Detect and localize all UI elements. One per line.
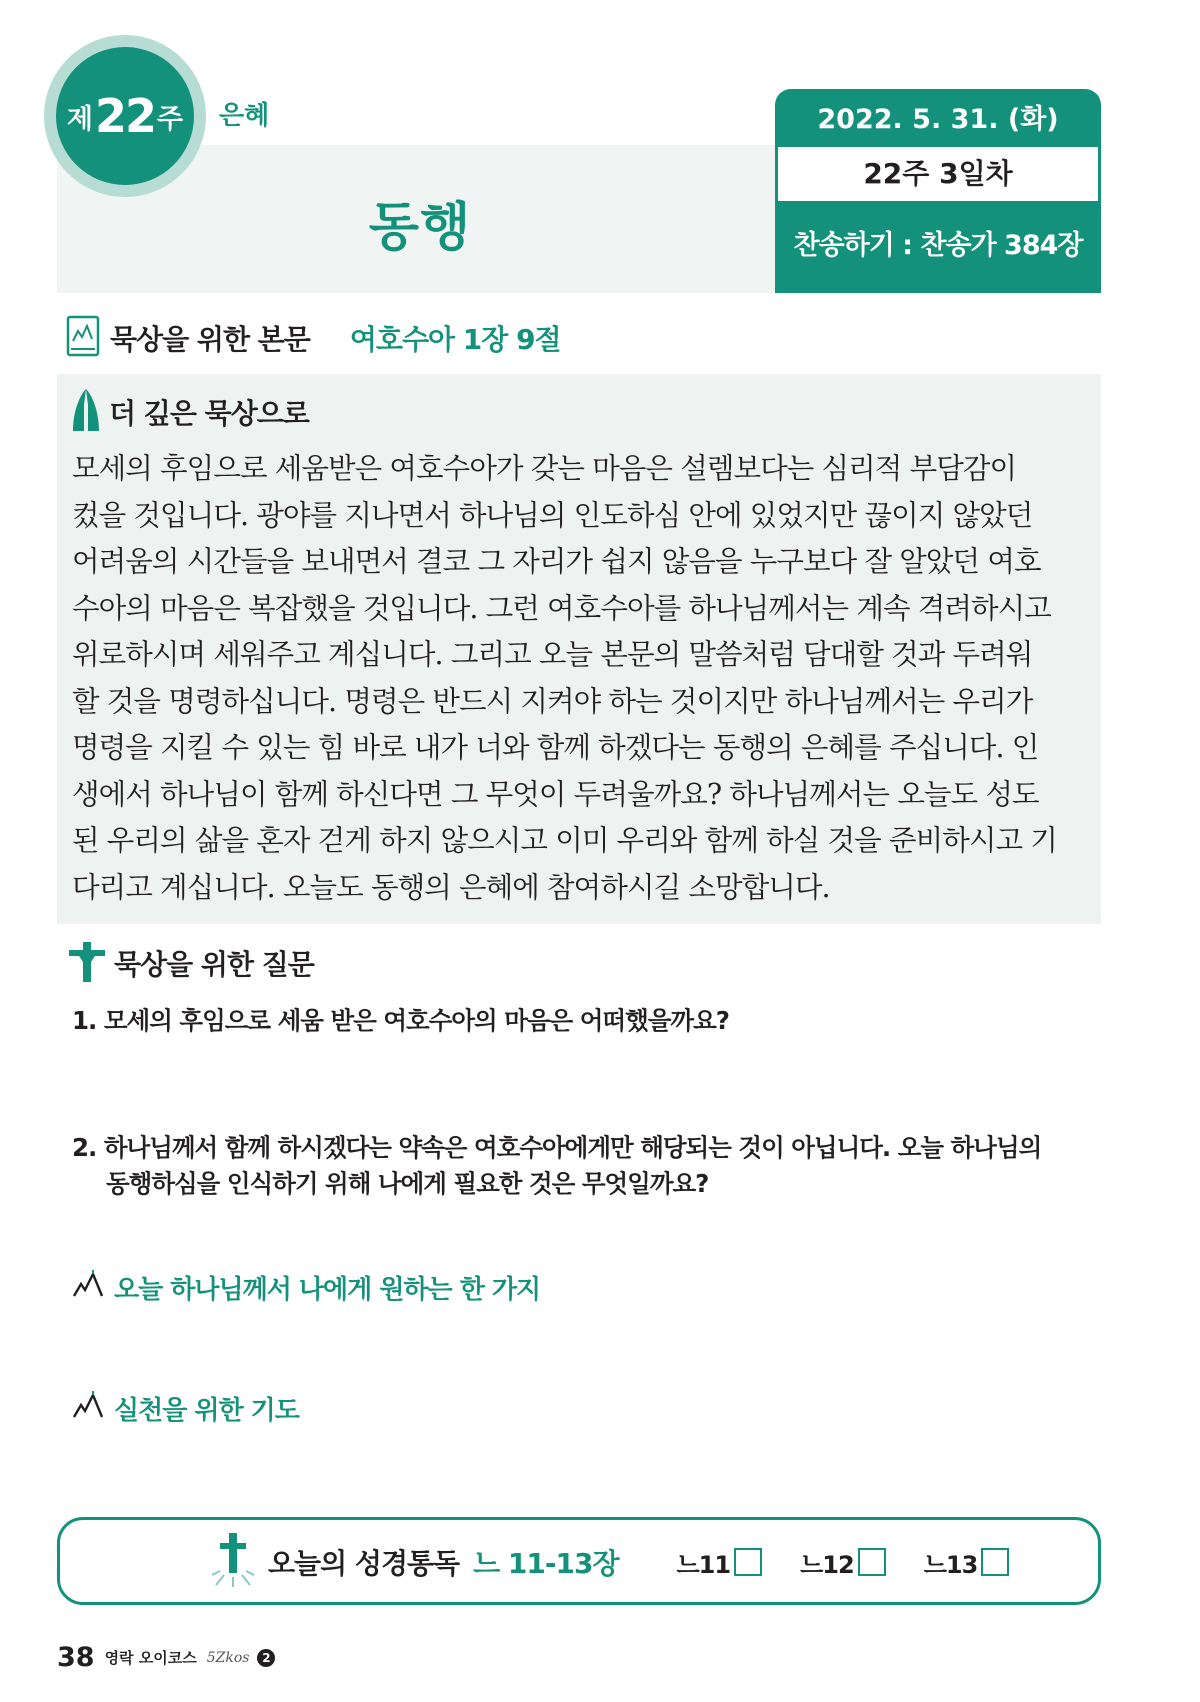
brand-script-logo: 5Zkos — [206, 1649, 250, 1666]
one-thing-heading — [72, 1269, 540, 1306]
bible-reading-box — [57, 1517, 1101, 1605]
meditation-heading-text: 더 깊은 묵상으로 — [109, 397, 309, 430]
reading-check-1[interactable] — [677, 1545, 763, 1580]
week-number: 22 — [94, 89, 155, 143]
questions-heading-text: 묵상을 위한 질문 — [114, 948, 314, 981]
praying-hands-icon — [69, 387, 103, 437]
day-text: 22주 3일차 — [778, 147, 1098, 201]
bible-reading-range: 느 11-13장 — [473, 1547, 619, 1580]
question-2 — [72, 1130, 1041, 1202]
volume-badge: 2 — [257, 1649, 275, 1667]
page-title: 동행 — [368, 198, 472, 258]
meditation-body — [72, 446, 1104, 911]
question-2-line-1: 2. 하나님께서 함께 하시겠다는 약속은 여호수아에게만 해당되는 것이 아닙니다. 오늘 하나님의 — [72, 1133, 1042, 1162]
page-footer — [57, 1642, 275, 1673]
mountain-peak-icon — [72, 1391, 104, 1426]
meditation-line: 된 우리의 삶을 혼자 걷게 하지 않으시고 이미 우리와 함께 하실 것을 준비하시고 기 — [72, 824, 1057, 857]
scripture-reference: 여호수아 1장 9절 — [349, 323, 561, 356]
meditation-line: 위로하시며 세워주고 계십니다. 그리고 오늘 본문의 말씀처럼 담대할 것과 두려워 — [72, 638, 1033, 671]
question-2-line-2: 동행하심을 인식하기 위해 나에게 필요한 것은 무엇일까요? — [106, 1169, 709, 1198]
radiant-cross-icon — [210, 1531, 256, 1593]
reading-check-2[interactable] — [800, 1545, 886, 1580]
reading-check-label: 느13 — [923, 1550, 978, 1579]
reading-check-3[interactable] — [924, 1545, 1010, 1580]
week-badge — [44, 35, 206, 197]
scripture-label: 묵상을 위한 본문 — [110, 323, 310, 356]
meditation-line: 모세의 후임으로 세움받은 여호수아가 갖는 마음은 설렘보다는 심리적 부담감이 — [72, 452, 1017, 485]
one-thing-text: 오늘 하나님께서 나에게 원하는 한 가지 — [114, 1275, 541, 1305]
date-box — [775, 89, 1101, 293]
questions-heading — [68, 940, 314, 986]
week-badge-inner — [56, 47, 194, 185]
bible-reading-title: 오늘의 성경통독 — [268, 1547, 460, 1580]
scripture-heading — [66, 315, 561, 361]
reading-check-label: 느12 — [800, 1550, 854, 1579]
checkbox[interactable] — [858, 1548, 886, 1576]
meditation-line: 어려움의 시간들을 보내면서 결코 그 자리가 쉽지 않음을 누구보다 잘 알았던 여호 — [72, 545, 1041, 578]
theme-label: 은혜 — [219, 101, 270, 131]
checkbox[interactable] — [734, 1548, 762, 1576]
question-1: 1. 모세의 후임으로 세움 받은 여호수아의 마음은 어떠했을까요? — [72, 1006, 729, 1035]
meditation-line: 다리고 계십니다. 오늘도 동행의 은혜에 참여하시길 소망합니다. — [72, 870, 830, 904]
meditation-line: 할 것을 명령하십니다. 명령은 반드시 지켜야 하는 것이지만 하나님께서는 우리가 — [72, 684, 1033, 718]
page-number: 38 — [57, 1642, 95, 1673]
reading-check-label: 느11 — [676, 1550, 731, 1579]
meditation-line: 컸을 것입니다. 광야를 지나면서 하나님의 인도하심 안에 있었지만 끊이지 않았던 — [72, 498, 1033, 532]
meditation-heading — [69, 387, 309, 437]
checkbox[interactable] — [981, 1548, 1009, 1576]
meditation-panel — [57, 374, 1101, 924]
meditation-line: 수아의 마음은 복잡했을 것입니다. 그런 여호수아를 하나님께서는 계속 격려하시고 — [72, 591, 1051, 625]
brand-name: 영락 오이코스 — [104, 1649, 197, 1667]
meditation-line: 생에서 하나님이 함께 하신다면 그 무엇이 두려울까요? 하나님께서는 오늘도 성도 — [72, 777, 1039, 811]
book-chart-icon — [66, 315, 100, 361]
bible-reading-row — [210, 1531, 1009, 1593]
cross-icon — [68, 940, 106, 986]
week-prefix: 제 — [66, 103, 93, 135]
date-text: 2022. 5. 31. (화) — [817, 104, 1059, 135]
hymn-text: 찬송하기 : 찬송가 384장 — [793, 230, 1083, 261]
prayer-text: 실천을 위한 기도 — [114, 1396, 299, 1426]
mountain-peak-icon — [72, 1270, 104, 1305]
prayer-heading — [72, 1390, 299, 1427]
meditation-line: 명령을 지킬 수 있는 힘 바로 내가 너와 함께 하겠다는 동행의 은혜를 주십니다. 인 — [72, 731, 1039, 764]
week-suffix: 주 — [157, 103, 184, 135]
